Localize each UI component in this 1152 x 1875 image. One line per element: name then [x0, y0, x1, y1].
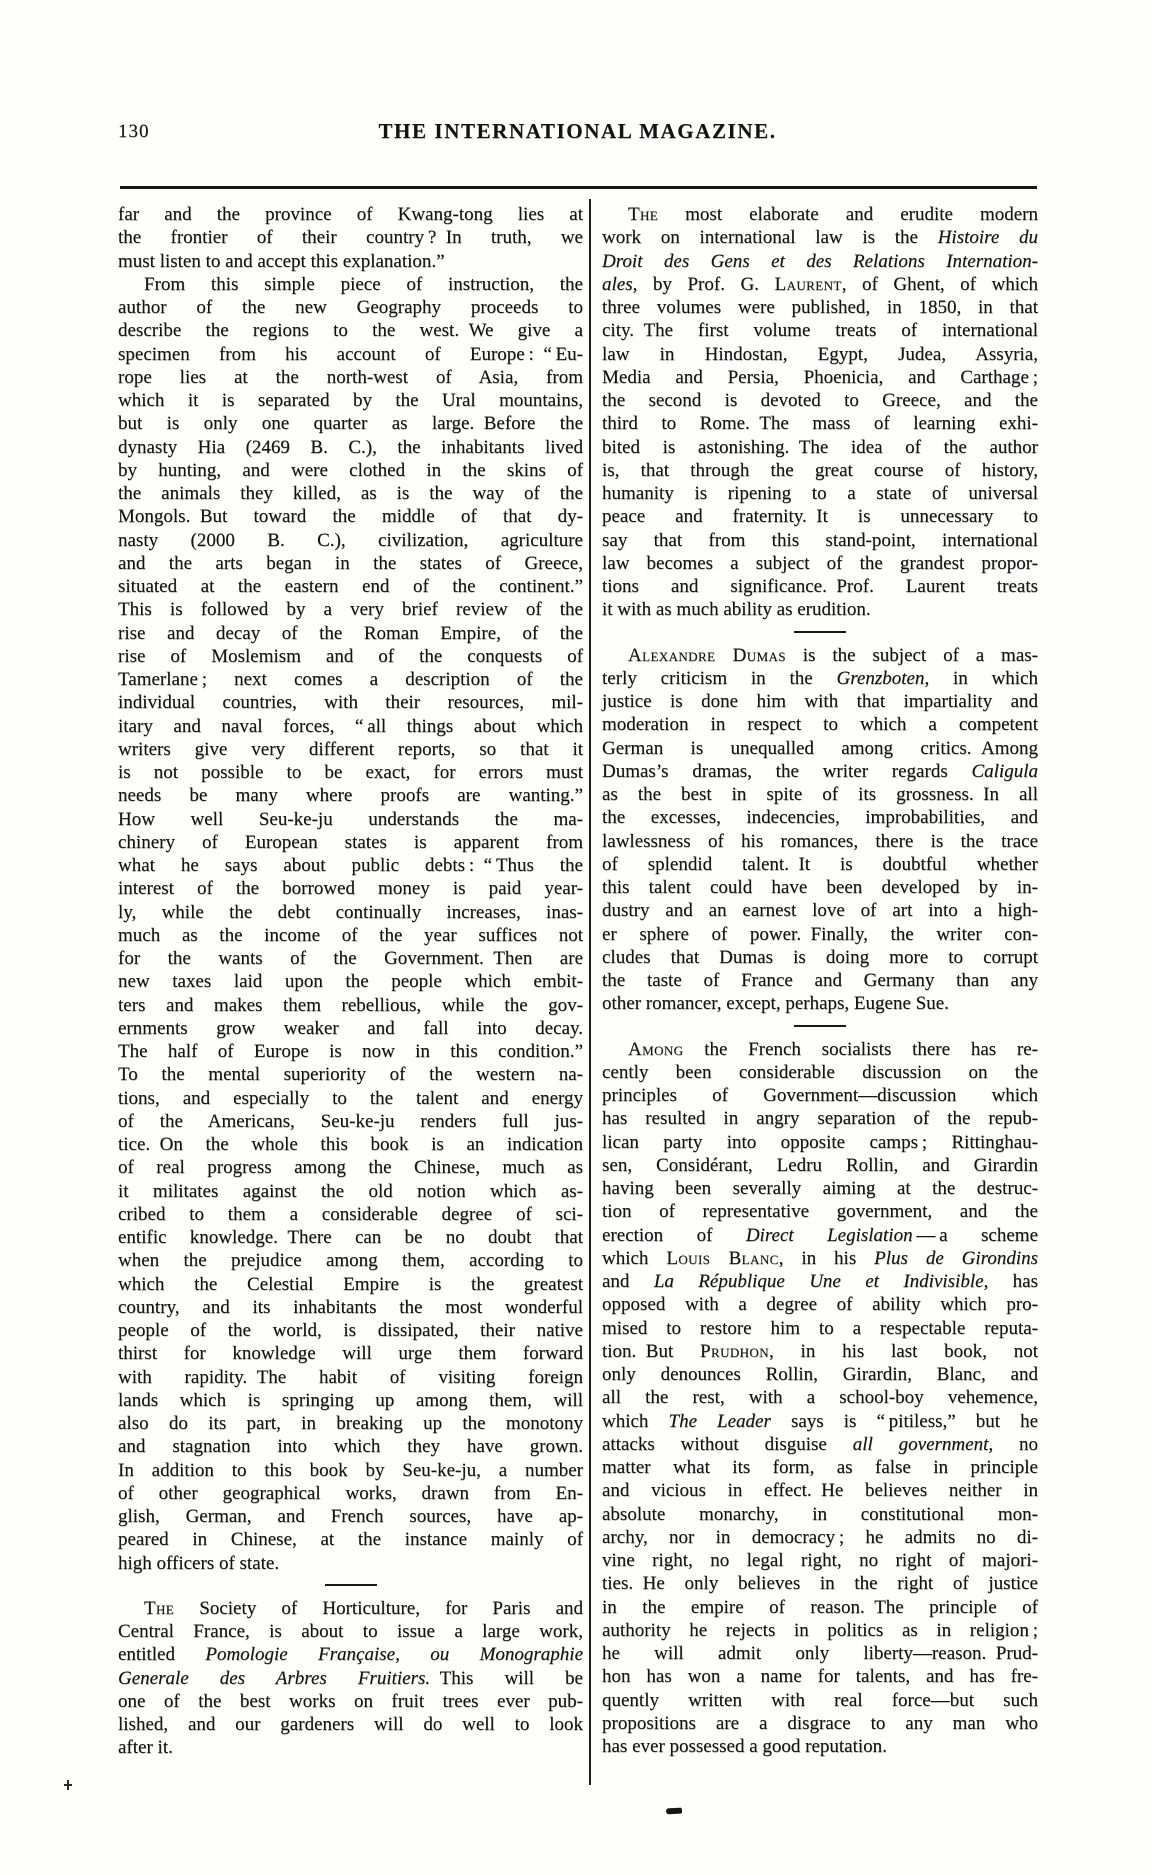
text-line: ters and makes them rebellious, while the gov- — [118, 994, 583, 1016]
italic-text: Histoire du — [937, 227, 1038, 249]
text-line: author of the new Geography proceeds to — [118, 297, 583, 318]
text-line: cludes that Dumas is doing more to corrupt — [602, 946, 1038, 968]
text-line: dynasty Hia (2469 B. C.), the inhabitants lived — [118, 436, 583, 458]
text-line: vine right, no legal right, no right of majori- — [602, 1550, 1038, 1571]
text: , in his — [778, 1247, 875, 1269]
text-line: moderation in respect to which a competent — [602, 714, 1038, 736]
left-column — [118, 203, 583, 1760]
text: terly criticism in the — [602, 667, 837, 689]
section-separator — [118, 1575, 583, 1597]
text-line: law becomes a subject of the grandest propor- — [602, 552, 1038, 574]
text: is the subject of a mas- — [785, 644, 1038, 666]
text-line: this talent could have been developed by in- — [602, 877, 1038, 898]
text-line: interest of the borrowed money is paid year- — [118, 878, 583, 900]
text-line: one of the best works on fruit trees ever pub- — [118, 1690, 583, 1712]
text-line: lawlessness of his romances, there is the trace — [602, 830, 1038, 852]
text-line: To the mental superiority of the western na- — [118, 1064, 583, 1086]
text-line: lished, and our gardeners will do well to look — [118, 1714, 583, 1735]
paragraph — [118, 1597, 583, 1760]
text: by Prof. G. — [637, 273, 775, 295]
text-line: sen, Considérant, Ledru Rollin, and Girardin — [602, 1154, 1038, 1176]
small-caps-text: Louis Blanc — [666, 1247, 779, 1269]
paragraph — [118, 273, 583, 1575]
text-line: cribed to them a considerable degree of sci- — [118, 1203, 583, 1225]
section-separator — [602, 1016, 1038, 1038]
text: which — [602, 1247, 667, 1269]
small-caps-text: Prudhon — [700, 1340, 770, 1362]
ink-speck — [64, 1780, 72, 1790]
text-line: must listen to and accept this explanation.” — [118, 250, 445, 272]
text-line: absolute monarchy, in constitutional mon- — [602, 1503, 1038, 1525]
text-line: tice. On the whole this book is an indication — [118, 1134, 583, 1155]
text: Society of Horticulture, for Paris and — [174, 1597, 583, 1619]
text-line: justice is done him with that impartiality and — [602, 691, 1038, 712]
text-line — [602, 760, 1038, 783]
section-separator — [602, 622, 1038, 644]
ink-smudge — [666, 1808, 682, 1815]
text-line: nasty (2000 B. C.), civilization, agriculture — [118, 529, 583, 551]
text-line: of other geographical works, drawn from En- — [118, 1482, 583, 1504]
text-line: of real progress among the Chinese, much as — [118, 1157, 583, 1179]
text-line — [602, 203, 1038, 226]
text-line — [118, 1643, 583, 1666]
italic-text: The Leader — [668, 1410, 771, 1432]
text-line: is not possible to be exact, for errors must — [118, 762, 583, 783]
small-caps-text: Laurent — [774, 273, 842, 295]
text-line: Central France, is about to issue a large work, — [118, 1621, 583, 1642]
italic-text: all government, — [852, 1433, 994, 1455]
text-line: but is only one quarter as large. Before the — [118, 413, 583, 435]
text-line: Tamerlane ; next comes a description of the — [118, 669, 583, 690]
separator-rule — [325, 1584, 377, 1586]
text-line: This is followed by a very brief review of the — [118, 599, 583, 621]
italic-text: La République Une et Indivisible, — [653, 1271, 989, 1292]
text-line: has resulted in angry separation of the repub- — [602, 1108, 1038, 1130]
text-line: peared in Chinese, at the instance mainly of — [118, 1529, 583, 1551]
text: no — [993, 1433, 1039, 1455]
text: most elaborate and erudite modern — [658, 204, 1038, 225]
text-line: far and the province of Kwang-tong lies at — [118, 204, 583, 225]
text-line: humanity is ripening to a state of universal — [602, 483, 1038, 504]
text-line: thirst for knowledge will urge them forward — [118, 1343, 583, 1365]
text-line: Media and Persia, Phoenicia, and Carthage ; — [602, 366, 1038, 388]
text-line: situated at the eastern end of the continent.” — [118, 576, 583, 597]
text-line — [118, 1597, 583, 1620]
text-line: peace and fraternity. It is unnecessary to — [602, 506, 1038, 528]
text-line: third to Rome. The mass of learning exhi- — [602, 413, 1038, 435]
text-line: archy, nor in democracy ; he admits no di- — [602, 1526, 1038, 1548]
page-title: THE INTERNATIONAL MAGAZINE. — [378, 119, 777, 143]
text: , of Ghent, of which — [841, 273, 1038, 295]
text-line: having been severally aiming at the destruc- — [602, 1178, 1038, 1199]
text-line: tions, and especially to the talent and energy — [118, 1087, 583, 1109]
italic-text: Generale des Arbres Fruitiers. — [118, 1667, 431, 1689]
text-line: opposed with a degree of ability which pro- — [602, 1294, 1038, 1316]
text: tion. But — [602, 1340, 701, 1362]
text-line: cently been considerable discussion on the — [602, 1061, 1038, 1083]
text-line: the taste of France and Germany than any — [602, 970, 1038, 991]
paragraph — [602, 1038, 1038, 1759]
text-line: also do its part, in breaking up the monotony — [118, 1413, 583, 1434]
text-line: tions and significance. Prof. Laurent treats — [602, 576, 1038, 597]
text-line: as the best in spite of its grossness. In all — [602, 784, 1038, 805]
text-line: chinery of European states is apparent from — [118, 831, 583, 853]
text-line: he will admit only liberty—reason. Prud- — [602, 1643, 1038, 1664]
text-line: of splendid talent. It is doubtful whether — [602, 853, 1038, 875]
page-number: 130 — [118, 121, 150, 142]
text: attacks without disguise — [602, 1433, 853, 1455]
text-line: say that from this stand-point, international — [602, 529, 1038, 551]
text-line: people of the world, is dissipated, their native — [118, 1320, 583, 1341]
text-line: bited is astonishing. The idea of the author — [602, 436, 1038, 458]
text-line: Mongols. But toward the middle of that dy- — [118, 506, 583, 528]
text-line: the frontier of their country ? In truth, we — [118, 227, 583, 249]
italic-text: ales, — [602, 273, 638, 295]
text-line: specimen from his account of Europe : “ Eu- — [118, 343, 583, 365]
text-line: writers give very different reports, so that it — [118, 738, 583, 760]
text-line — [602, 1224, 1038, 1247]
text-line: matter what its form, as false in principle — [602, 1457, 1038, 1478]
text-line: From this simple piece of instruction, the — [144, 273, 583, 295]
text: and — [602, 1271, 654, 1292]
italic-text: Grenzboten — [836, 667, 925, 689]
text-line: other romancer, except, perhaps, Eugene Sue. — [602, 993, 949, 1015]
italic-text: Droit des Gens et des Relations Internation- — [602, 250, 1038, 272]
text-line — [602, 273, 1038, 296]
text-line: mised to restore him to a respectable reputa- — [602, 1317, 1038, 1339]
text-line: after it. — [118, 1737, 173, 1759]
paragraph — [118, 203, 583, 273]
text-line: law in Hindostan, Egypt, Judea, Assyria, — [602, 343, 1038, 365]
text-line: German is unequalled among critics. Among — [602, 737, 1038, 759]
text-line: and vicious in effect. He believes neither in — [602, 1480, 1038, 1502]
text: — a scheme — [912, 1224, 1038, 1246]
text-line: much as the income of the year suffices not — [118, 924, 583, 946]
text: This will be — [430, 1667, 583, 1689]
italic-text: Caligula — [971, 760, 1038, 782]
text-line: only denounces Rollin, Girardin, Blanc, and — [602, 1364, 1038, 1385]
text: Dumas’s dramas, the writer regards — [602, 760, 972, 782]
text-line: and the arts began in the states of Greece, — [118, 552, 583, 574]
text-line: the excesses, indecencies, improbabilities, and — [602, 807, 1038, 829]
text-line: hon has won a name for talents, and has fre- — [602, 1666, 1038, 1688]
text-line: by hunting, and were clothed in the skins of — [118, 459, 583, 481]
text-line: of the Americans, Seu-ke-ju renders full jus- — [118, 1110, 583, 1132]
paragraph — [602, 644, 1038, 1016]
text-line: ties. He only believes in the right of justice — [602, 1573, 1038, 1595]
text-line: principles of Government—discussion which — [602, 1085, 1038, 1106]
text-line — [602, 1410, 1038, 1433]
small-caps-text: Alexandre Dumas — [628, 644, 786, 666]
text-line: which it is separated by the Ural mountains, — [118, 390, 583, 411]
text-line: lands which is springing up among them, will — [118, 1389, 583, 1411]
text-line — [602, 226, 1038, 249]
text-line: ly, while the debt continually increases, inas- — [118, 901, 583, 923]
text-line — [602, 1038, 1038, 1061]
text-line: high officers of state. — [118, 1552, 280, 1574]
right-column — [602, 203, 1038, 1758]
text-line: ernments grow weaker and fall into decay. — [118, 1017, 583, 1039]
italic-text: Plus de Girondins — [874, 1247, 1039, 1269]
text-line: lican party into opposite camps ; Rittinghau- — [602, 1131, 1038, 1153]
text-line: with rapidity. The habit of visiting foreign — [118, 1366, 583, 1388]
text-line: authority he rejects in politics as in religion ; — [602, 1619, 1038, 1641]
text-line: glish, German, and French sources, have ap- — [118, 1506, 583, 1527]
text-line: propositions are a disgrace to any man who — [602, 1712, 1038, 1734]
italic-text: Pomologie Française, ou Monographie — [205, 1644, 584, 1666]
text-line: rise of Moslemism and of the conquests of — [118, 645, 583, 667]
text: erection of — [602, 1224, 746, 1246]
text: says is “ pitiless,” but he — [770, 1410, 1039, 1432]
text-line: the second is devoted to Greece, and the — [602, 390, 1038, 411]
italic-text: Direct Legislation — [745, 1224, 913, 1246]
text-line: dustry and an earnest love of art into a high- — [602, 900, 1038, 922]
text-line: for the wants of the Government. Then are — [118, 948, 583, 969]
text-line: all the rest, with a school-boy vehemence, — [602, 1387, 1038, 1409]
text-line: which the Celestial Empire is the greatest — [118, 1273, 583, 1295]
text: entitled — [118, 1644, 206, 1666]
text-line: entific knowledge. There can be no doubt that — [118, 1227, 583, 1248]
text-line: itary and naval forces, “ all things about which — [118, 715, 583, 737]
text-line: city. The first volume treats of international — [602, 320, 1038, 342]
text: the French socialists there has re- — [683, 1038, 1038, 1060]
text-line: er sphere of power. Finally, the writer con- — [602, 923, 1038, 945]
small-caps-text: The — [144, 1597, 175, 1619]
text-line: it militates against the old notion which as- — [118, 1180, 583, 1202]
text: , in which — [924, 667, 1038, 689]
text: work on international law is the — [602, 227, 938, 249]
text-line: three volumes were published, in 1850, in that — [602, 297, 1038, 318]
small-caps-text: Among — [628, 1038, 684, 1060]
text: has — [988, 1271, 1039, 1292]
column-divider — [589, 199, 591, 1785]
text-line: it with as much ability as erudition. — [602, 599, 871, 621]
text-line: tion of representative government, and the — [602, 1201, 1038, 1223]
text-line — [602, 250, 1038, 273]
text-line: and stagnation into which they have grown. — [118, 1436, 583, 1458]
text-line: individual countries, with their resources, mil- — [118, 692, 583, 714]
text-line — [602, 1247, 1038, 1270]
text-line — [602, 644, 1038, 667]
text-line: what he says about public debts : “ Thus the — [118, 855, 583, 876]
text-line — [602, 1433, 1038, 1456]
text-line — [602, 1270, 1038, 1293]
text-line: new taxes laid upon the people which embit- — [118, 971, 583, 993]
text-line: rope lies at the north-west of Asia, from — [118, 366, 583, 388]
text-line: The half of Europe is now in this condition.” — [118, 1041, 583, 1062]
text-line: describe the regions to the west. We give a — [118, 320, 583, 342]
text-line: is, that through the great course of history, — [602, 459, 1038, 481]
text-line: In addition to this book by Seu-ke-ju, a number — [118, 1459, 583, 1481]
small-caps-text: The — [628, 204, 659, 225]
text: , in his last book, not — [769, 1340, 1038, 1362]
text-line: rise and decay of the Roman Empire, of the — [118, 622, 583, 644]
text-line — [118, 1667, 583, 1690]
separator-rule — [794, 631, 846, 633]
text-line: country, and its inhabitants the most wonderful — [118, 1296, 583, 1318]
text-line: quently written with real force—but such — [602, 1689, 1038, 1711]
header-rule — [120, 186, 1037, 189]
text-line: needs be many where proofs are wanting.” — [118, 785, 583, 807]
separator-rule — [794, 1025, 846, 1027]
text-line — [602, 667, 1038, 690]
text: which — [602, 1410, 669, 1432]
text-line — [602, 1340, 1038, 1363]
text-line: when the prejudice among them, according to — [118, 1250, 583, 1272]
text-line: in the empire of reason. The principle of — [602, 1596, 1038, 1618]
text-line: has ever possessed a good reputation. — [602, 1736, 887, 1757]
text-line: the animals they killed, as is the way of the — [118, 483, 583, 504]
text-line: How well Seu-ke-ju understands the ma- — [118, 808, 583, 830]
paragraph — [602, 203, 1038, 622]
